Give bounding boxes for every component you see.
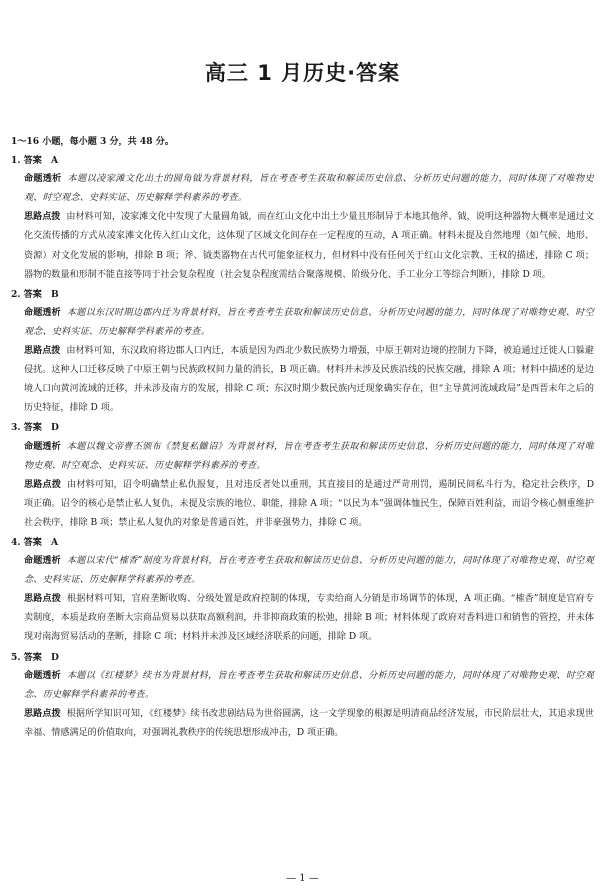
question-2 [11,285,594,419]
analysis-text: 本题以魏文帝曹丕颁布《禁复私雠诏》为背景材料，旨在考查考生获取和解读历史信息、分析历史问题的能力，同时体现了对唯物史观、时空观念、史料实证、历史解释学科素养的考查。 [24,441,594,471]
analysis-text: 本题以东汉时期边郡内迁为背景材料，旨在考查考生获取和解读历史信息、分析历史问题的能力，同时体现了对唯物史观、时空观念、史料实证、历史解释学科素养的考查。 [24,307,594,337]
analysis-paragraph [11,170,594,208]
hint-text: 由材料可知，诏令明确禁止私仇报复，且对违反者处以重刑，其直接目的是通过严苛刑罚，遏制民间私斗行为，稳定社会秩序，D 项正确。诏令的核心是禁止私人复仇，未提及宗族的地位、职能，排除 A 项；“以民为本”强调体恤民生，保障百姓利益，而诏令核心侧重维护社会秩序，排除 B 项；禁止私人复仇的对象是普通百姓，并非豪强势力，排除 C 项。 [24,479,594,528]
hint-label: 思路点拨 [24,479,62,490]
hint-paragraph [11,590,594,647]
page-title: 高三 1 月历史·答案 [204,61,401,85]
hint-text: 由材料可知，凌家滩文化中发现了大量圆角钺，而在红山文化中出土少量且形制异于本地其他斧、钺，说明这种器物大概率是通过文化交流传播的方式从凌家滩文化传入红山文化，这体现了区域文化间存在一定程度的互动，A 项正确。材料未提及自然地理（如气候、地形、资源）对文化发展的影响，排除 B 项；斧、钺类器物在古代可能象征权力，但材料中没有任何关于红山文化宗教、王权的描述，排除 C 项；器物的数量和形制不能直接等同于社会复杂程度（社会复杂程度需结合聚落规模、阶级分化、手工业分工等综合判断），排除 D 项。 [24,212,594,280]
question-heading: 4. 答案 A [11,536,58,548]
question-heading: 2. 答案 B [11,288,59,300]
hint-paragraph [11,705,594,743]
hint-label: 思路点拨 [24,346,61,357]
question-heading: 5. 答案 D [11,651,59,663]
analysis-text: 本题以《红楼梦》续书为背景材料，旨在考查考生获取和解读历史信息、分析历史问题的能力，同时体现了对唯物史观、时空观念、历史解释学科素养的考查。 [24,670,594,700]
analysis-paragraph [11,552,594,590]
hint-text: 根据材料可知，官府垄断收购、分级处置是政府控制的体现，专卖给商人分销是市场调节的体现，A 项正确。“榷香”制度是官府专卖制度，本质是政府垄断大宗商品贸易以获取高额利润，并非抑商政策的松弛，排除 B 项；材料体现了政府对香料进口和销售的管控，并未体现对南海贸易活动的垄断，排除 C 项；材料并未涉及区域经济联系的问题，排除 D 项。 [24,594,594,643]
analysis-paragraph [11,667,594,705]
hint-paragraph [11,208,594,284]
section-intro: 1～16 小题，每小题 3 分，共 48 分。 [11,136,174,147]
analysis-label: 命题透析 [24,174,62,185]
question-heading: 1. 答案 A [11,155,58,167]
analysis-text: 本题以宋代“榷香”制度为背景材料，旨在考查考生获取和解读历史信息、分析历史问题的能力，同时体现了对唯物史观、时空观念、史料实证、历史解释学科素养的考查。 [24,556,594,586]
analysis-paragraph [11,304,594,342]
analysis-label: 命题透析 [24,441,61,452]
hint-text: 根据所学知识可知，《红楼梦》续书改悲剧结局为世俗圆满，这一文学现象的根源是明清商品经济发展，市民阶层壮大，其追求现世幸福、情感满足的价值取向，对强调礼教秩序的传统思想形成冲击，D 项正确。 [24,708,594,738]
question-4 [11,533,594,648]
question-5 [11,648,594,743]
page-number: — 1 — [286,873,319,884]
hint-label: 思路点拨 [24,212,61,223]
hint-paragraph [11,342,594,418]
answer-content [11,132,594,743]
analysis-label: 命题透析 [24,556,61,567]
analysis-label: 命题透析 [24,670,61,681]
hint-text: 由材料可知，东汉政府将边郡人口内迁，本质是因为西北少数民族势力增强，中原王朝对边境的控制力下降，被迫通过迁徙人口躲避侵扰。这种人口迁移反映了中原王朝与民族政权间力量的消长，B 项正确。材料并未涉及民族沿线的民族交融，排除 A 项；材料中描述的是边境人口向黄河流域的迁移，并未涉及南方的发展，排除 C 项；东汉时期少数民族内迁现象确实存在，但“主导黄河流域政局”是西晋末年之后的历史特征，排除 D 项。 [24,346,594,414]
question-3 [11,418,594,533]
hint-label: 思路点拨 [24,708,61,719]
hint-paragraph [11,476,594,533]
analysis-paragraph [11,438,594,476]
question-heading: 3. 答案 D [11,422,59,434]
hint-label: 思路点拨 [24,594,61,605]
analysis-label: 命题透析 [24,307,61,318]
analysis-text: 本题以凌家滩文化出土的圆角钺为背景材料，旨在考查考生获取和解读历史信息、分析历史问题的能力，同时体现了对唯物史观、时空观念、史料实证、历史解释学科素养的考查。 [24,174,594,204]
question-1 [11,151,594,285]
